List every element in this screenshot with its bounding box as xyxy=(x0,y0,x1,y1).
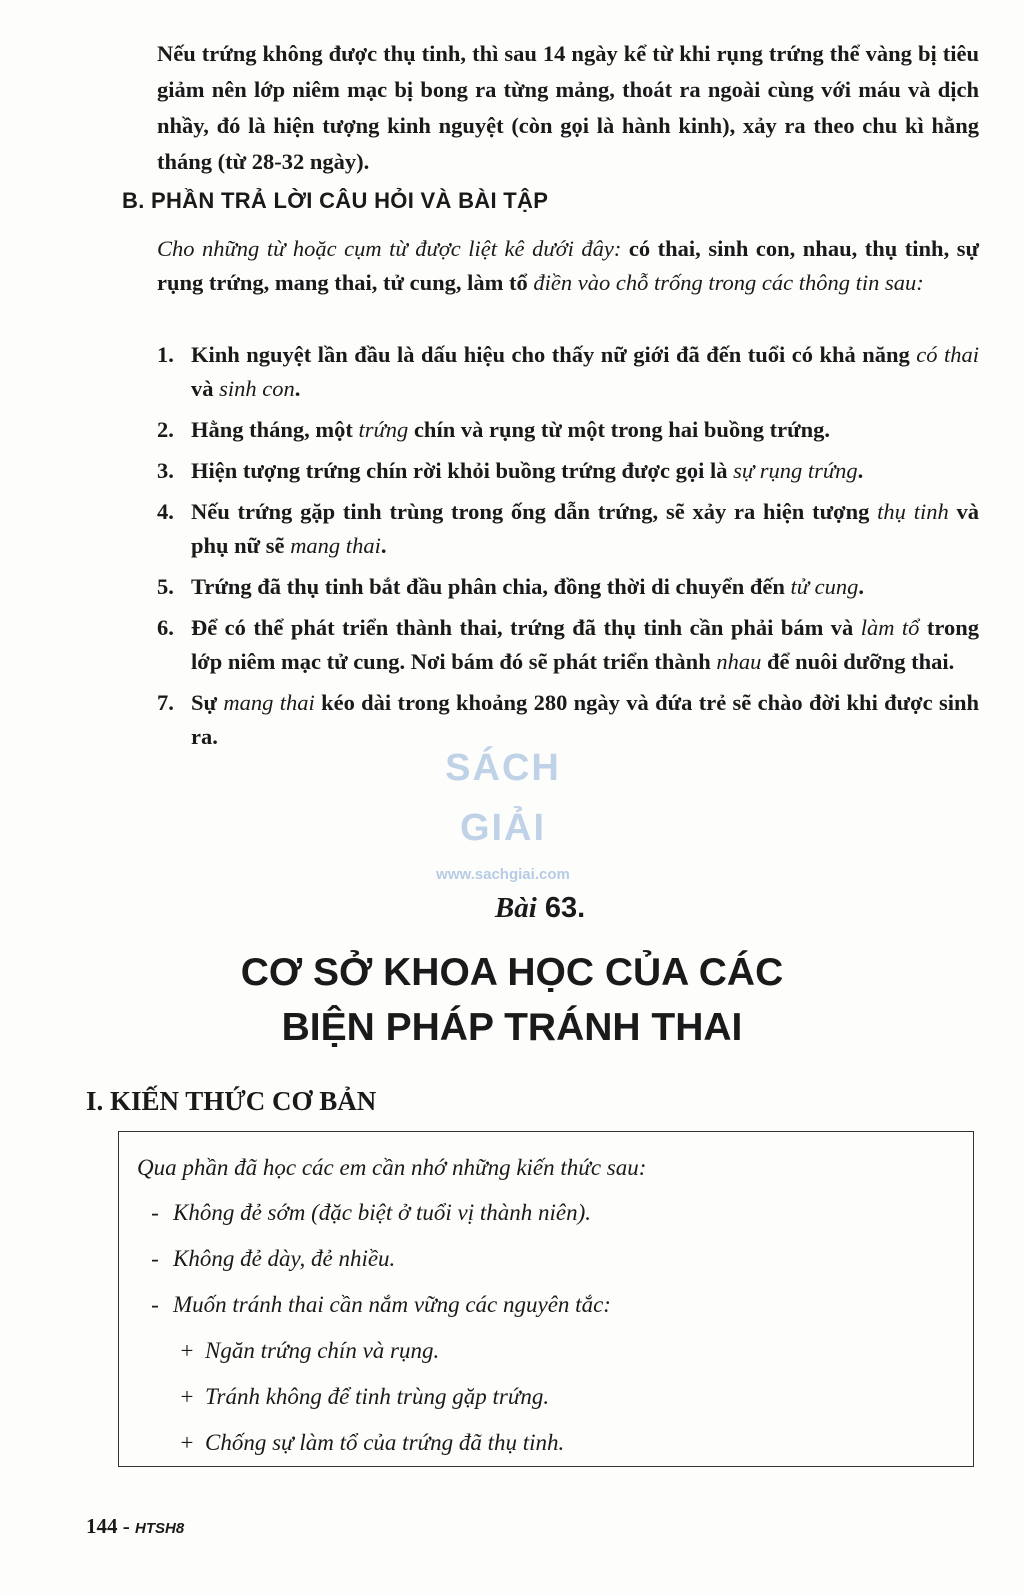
question-text xyxy=(191,570,979,604)
intro-paragraph xyxy=(157,36,979,180)
intro-text-1: Nếu trứng không được thụ tinh, thì sau 14 ngày kể từ khi rụng trứng xyxy=(157,41,824,66)
summary-item xyxy=(137,1282,973,1328)
answer-fill: trứng xyxy=(358,417,409,442)
question-item xyxy=(157,454,979,488)
question-item xyxy=(157,338,979,406)
instruction-word-list: có thai, sinh con, nhau, thụ tinh, sự rụng trứng, mang thai, tử cung, làm tổ xyxy=(157,236,979,295)
answer-fill: tử cung xyxy=(790,574,859,599)
question-text xyxy=(191,413,979,447)
question-text-part: . xyxy=(380,533,387,558)
question-text-part: chín và rụng từ một trong hai buồng trứng. xyxy=(408,417,830,442)
summary-subitem xyxy=(137,1374,973,1420)
question-text-part: . xyxy=(858,574,865,599)
intro-text-2: bị tiêu giảm nên lớp niêm mạc bị bong ra từng mảng, thoát ra ngoài cùng với máu và dịch nhầy, đó là hiện tượng kinh nguyệt (còn gọi là hành kinh), xảy ra theo chu kì hằng tháng (từ 28-32 ngày). xyxy=(157,41,979,174)
book-code: HTSH8 xyxy=(135,1520,185,1537)
intro-text-bold: thể vàng xyxy=(829,41,912,66)
question-text-part: để nuôi dưỡng thai. xyxy=(761,649,955,674)
question-text-part: và xyxy=(191,376,220,401)
plus-bullet: + xyxy=(180,1338,194,1363)
summary-box xyxy=(118,1131,974,1467)
instruction-tail: điền vào chỗ trống trong các thông tin sau: xyxy=(533,270,924,295)
lesson-title-line: BIỆN PHÁP TRÁNH THAI xyxy=(281,1006,743,1049)
question-text-part: Nếu trứng gặp tinh trùng trong ống dẫn trứng, sẽ xảy ra hiện tượng xyxy=(191,499,878,524)
question-text xyxy=(191,611,979,679)
section-i-heading: I. KIẾN THỨC CƠ BẢN xyxy=(86,1086,377,1116)
summary-item-text: Không đẻ dày, đẻ nhiều. xyxy=(173,1246,396,1271)
answer-fill: sinh con xyxy=(219,376,295,401)
section-b-heading: B. PHẦN TRẢ LỜI CÂU HỎI VÀ BÀI TẬP xyxy=(122,188,549,213)
question-number: 2. xyxy=(157,417,174,442)
question-text-part: Trứng đã thụ tinh bắt đầu phân chia, đồng thời di chuyển đến xyxy=(191,574,791,599)
answer-fill: nhau xyxy=(716,649,762,674)
question-text-part: Để có thể phát triển thành thai, trứng đã thụ tinh cần phải bám và xyxy=(191,615,861,640)
lesson-number-value: 63. xyxy=(536,892,586,924)
question-item xyxy=(157,413,979,447)
summary-subitem xyxy=(137,1328,973,1374)
summary-lead: Qua phần đã học các em cần nhớ những kiến thức sau: xyxy=(137,1155,647,1180)
exercise-instruction xyxy=(157,232,979,300)
summary-item xyxy=(137,1236,973,1282)
question-text-part: Hằng tháng, một xyxy=(191,417,359,442)
summary-item-text: Không đẻ sớm (đặc biệt ở tuổi vị thành niên). xyxy=(173,1200,592,1225)
dash-bullet: - xyxy=(151,1246,159,1271)
lesson-number xyxy=(0,892,1024,925)
question-text-part: . xyxy=(857,458,864,483)
summary-item xyxy=(137,1190,973,1236)
summary-subitem xyxy=(137,1420,973,1466)
answer-fill: mang thai xyxy=(223,690,315,715)
question-text-part: trong lớp niêm mạc tử cung. Nơi bám đó sẽ phát triển thành xyxy=(191,615,979,674)
question-number: 4. xyxy=(157,499,174,524)
page-footer xyxy=(86,1514,184,1539)
summary-subitem-text: Tránh không để tinh trùng gặp trứng. xyxy=(205,1384,550,1409)
summary-subitem-text: Ngăn trứng chín và rụng. xyxy=(205,1338,440,1363)
summary-subitem-text: Chống sự làm tổ của trứng đã thụ tinh. xyxy=(205,1430,565,1455)
answer-fill: mang thai xyxy=(290,533,381,558)
question-text xyxy=(191,454,979,488)
page-number: 144 - xyxy=(86,1514,135,1538)
watermark xyxy=(398,738,608,883)
question-text-part: Sự xyxy=(191,690,224,715)
lesson-label: Bài xyxy=(494,892,537,924)
answer-fill: thụ tinh xyxy=(877,499,949,524)
watermark-url: www.sachgiai.com xyxy=(436,866,570,883)
answer-fill: sự rụng trứng xyxy=(733,458,858,483)
question-text xyxy=(191,495,979,563)
question-text xyxy=(191,338,979,406)
summary-item-text: Muốn tránh thai cần nắm vững các nguyên tắc: xyxy=(173,1292,611,1317)
watermark-logo: SÁCH GIẢI xyxy=(445,747,561,849)
question-number: 1. xyxy=(157,342,174,367)
plus-bullet: + xyxy=(180,1384,194,1409)
answer-fill: có thai xyxy=(916,342,979,367)
lesson-title xyxy=(0,945,1024,1055)
question-item xyxy=(157,495,979,563)
question-number: 5. xyxy=(157,574,174,599)
question-text-part: Hiện tượng trứng chín rời khỏi buồng trứng được gọi là xyxy=(191,458,734,483)
question-list xyxy=(157,338,979,761)
dash-bullet: - xyxy=(151,1292,159,1317)
question-number: 3. xyxy=(157,458,174,483)
question-text-part: kéo dài trong khoảng 280 ngày và đứa trẻ sẽ chào đời khi được sinh ra. xyxy=(191,690,979,749)
question-item xyxy=(157,611,979,679)
plus-bullet: + xyxy=(180,1430,194,1455)
question-number: 6. xyxy=(157,615,174,640)
lesson-title-line: CƠ SỞ KHOA HỌC CỦA CÁC xyxy=(240,951,784,994)
instruction-lead: Cho những từ hoặc cụm từ được liệt kê dưới đây: xyxy=(157,236,622,261)
question-number: 7. xyxy=(157,690,174,715)
question-text-part: . xyxy=(294,376,301,401)
question-text-part: và phụ nữ sẽ xyxy=(191,499,979,558)
dash-bullet: - xyxy=(151,1200,159,1225)
question-text-part: Kinh nguyệt lần đầu là dấu hiệu cho thấy nữ giới đã đến tuổi có khả năng xyxy=(191,342,917,367)
answer-fill: làm tổ xyxy=(860,615,920,640)
question-item xyxy=(157,570,979,604)
